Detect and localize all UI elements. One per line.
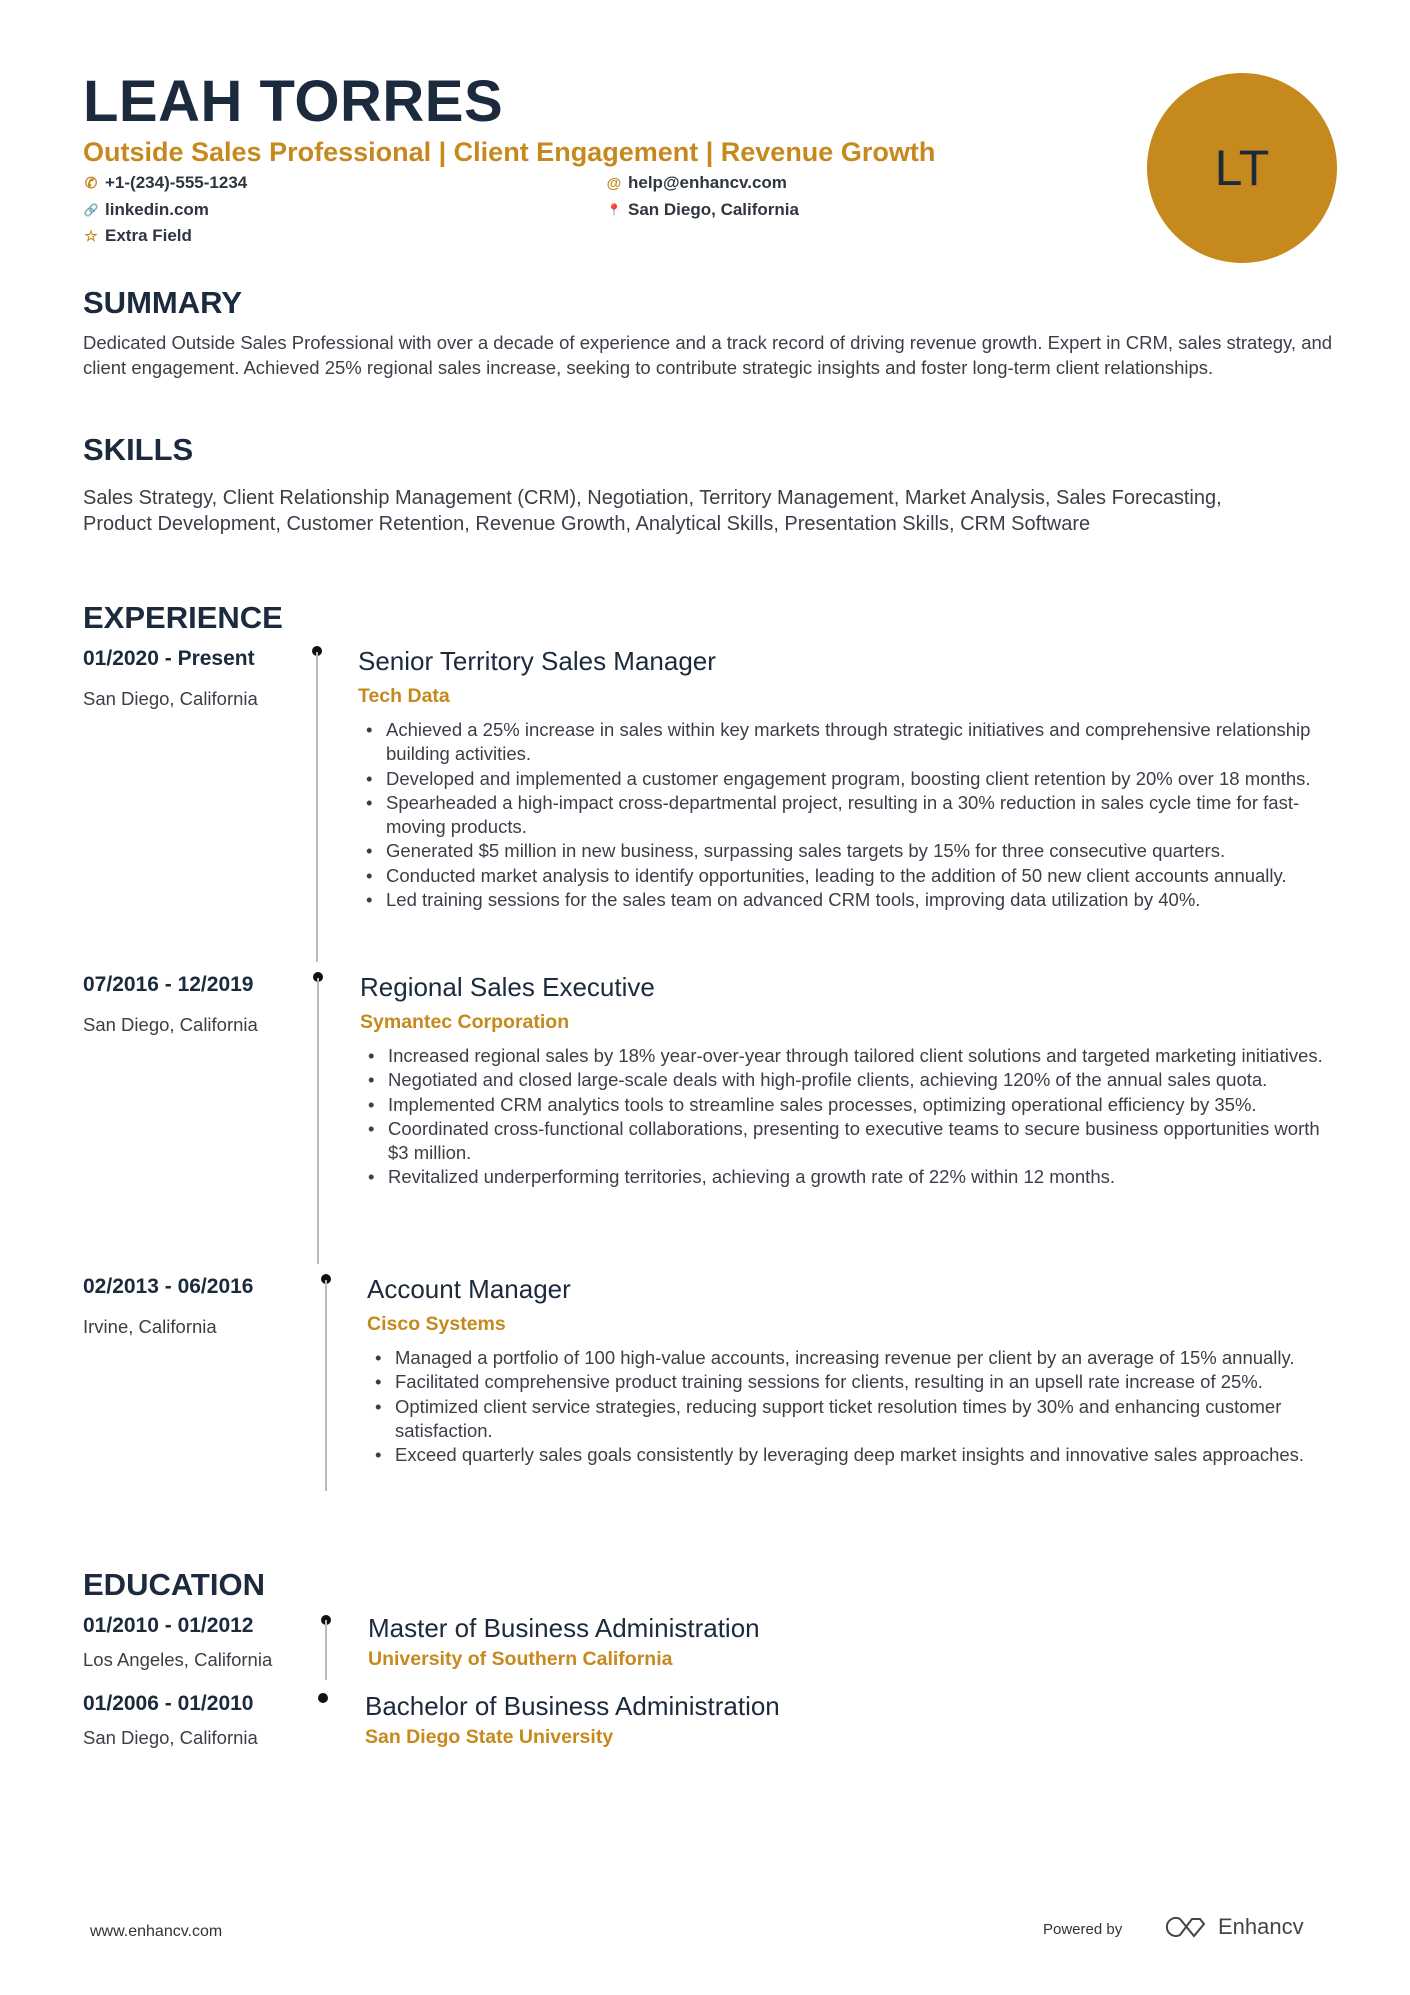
job-dates: 07/2016 - 12/2019 (83, 973, 254, 996)
job-dates: 01/2020 - Present (83, 647, 255, 670)
job-entry (367, 1274, 1335, 1467)
bullet: • Managed a portfolio of 100 high-value accounts, increasing revenue per client by an average of 15% annually. (367, 1346, 1335, 1370)
timeline-line (325, 1620, 327, 1680)
linkedin-text[interactable]: linkedin.com (105, 200, 209, 219)
bullet: • Negotiated and closed large-scale deals with high-profile clients, achieving 120% of the annual sales quota. (360, 1068, 1335, 1092)
edu-entry (368, 1613, 760, 1681)
job-bullets (358, 718, 1333, 912)
bullet: • Increased regional sales by 18% year-over-year through tailored client solutions and targeted marketing initiatives. (360, 1044, 1335, 1068)
contact-linkedin (83, 200, 209, 220)
avatar-initials: LT (1214, 140, 1270, 196)
contact-extra (83, 226, 192, 246)
footer-website[interactable]: www.enhancv.com (90, 1923, 223, 1940)
at-icon: @ (606, 174, 622, 192)
skills-text: Sales Strategy, Client Relationship Management (CRM), Negotiation, Territory Management, Market Analysis, Sales Forecasting, Product Development, Customer Retention, Revenue Growth, Analytical Skills, Presentation Skills, CRM Software (83, 487, 1222, 535)
bullet: • Exceed quarterly sales goals consistently by leveraging deep market insights and innovative sales approaches. (367, 1443, 1335, 1467)
job-company: Tech Data (358, 685, 450, 707)
footer-powered-by: Powered by (1043, 1921, 1123, 1938)
education-heading: EDUCATION (83, 1567, 265, 1602)
location-text: San Diego, California (628, 200, 799, 219)
edu-school: University of Southern California (368, 1648, 673, 1670)
job-location: San Diego, California (83, 1014, 258, 1035)
edu-entry (365, 1691, 780, 1759)
candidate-subtitle: Outside Sales Professional | Client Engagement | Revenue Growth (83, 137, 936, 167)
email-text[interactable]: help@enhancv.com (628, 173, 787, 192)
bullet: • Facilitated comprehensive product training sessions for clients, resulting in an upsell rate increase of 25%. (367, 1370, 1335, 1394)
link-icon: 🔗 (83, 203, 99, 217)
location-pin-icon: 📍 (606, 203, 622, 217)
contact-location (606, 200, 799, 220)
phone-text: +1-(234)-555-1234 (105, 173, 248, 192)
extra-text: Extra Field (105, 226, 192, 245)
job-bullets (360, 1044, 1335, 1190)
job-location: Irvine, California (83, 1316, 217, 1337)
job-title: Account Manager (367, 1274, 571, 1304)
enhancv-logo (1162, 1914, 1304, 1940)
edu-dates: 01/2010 - 01/2012 (83, 1614, 254, 1637)
contact-email (606, 173, 787, 193)
bullet: • Conducted market analysis to identify opportunities, leading to the addition of 50 new client accounts annually. (358, 864, 1333, 888)
timeline-dot (318, 1693, 328, 1703)
bullet: • Developed and implemented a customer engagement program, boosting client retention by 20% over 18 months. (358, 767, 1333, 791)
phone-icon: ✆ (84, 175, 98, 192)
candidate-name: LEAH TORRES (83, 69, 504, 134)
job-title: Regional Sales Executive (360, 972, 655, 1002)
job-company: Symantec Corporation (360, 1011, 570, 1033)
bullet: • Led training sessions for the sales team on advanced CRM tools, improving data utilization by 40%. (358, 888, 1333, 912)
edu-school: San Diego State University (365, 1726, 614, 1748)
bullet: • Achieved a 25% increase in sales within key markets through strategic initiatives and comprehensive relationship building activities. (358, 718, 1333, 767)
edu-location: San Diego, California (83, 1727, 258, 1748)
timeline-line (317, 978, 319, 1264)
job-entry (358, 646, 1333, 912)
edu-dates: 01/2006 - 01/2010 (83, 1692, 254, 1715)
edu-degree: Master of Business Administration (368, 1613, 760, 1643)
edu-degree: Bachelor of Business Administration (365, 1691, 780, 1721)
skills-heading: SKILLS (83, 432, 194, 467)
edu-location: Los Angeles, California (83, 1649, 273, 1670)
timeline-line (316, 652, 318, 962)
contact-phone (83, 173, 247, 193)
job-location: San Diego, California (83, 688, 258, 709)
job-entry (360, 972, 1335, 1190)
job-dates: 02/2013 - 06/2016 (83, 1275, 254, 1298)
job-bullets (367, 1346, 1335, 1467)
job-company: Cisco Systems (367, 1313, 506, 1335)
avatar (1147, 73, 1337, 263)
summary-heading: SUMMARY (83, 285, 243, 320)
bullet: • Revitalized underperforming territories, achieving a growth rate of 22% within 12 months. (360, 1165, 1335, 1189)
bullet: • Implemented CRM analytics tools to streamline sales processes, optimizing operational efficiency by 35%. (360, 1093, 1335, 1117)
enhancv-brand: Enhancv (1218, 1914, 1304, 1939)
timeline-line (325, 1280, 327, 1491)
summary-text: Dedicated Outside Sales Professional with over a decade of experience and a track record of driving revenue growth. Expert in CRM, sales strategy, and client engagement. Achieved 25% regional sales increase, seeking to contribute strategic insights and foster long-term client relationships. (83, 332, 1333, 378)
enhancv-logo-icon (1162, 1914, 1210, 1940)
bullet: • Coordinated cross-functional collaborations, presenting to executive teams to secure business opportunities worth $3 million. (360, 1117, 1335, 1166)
star-icon: ☆ (84, 228, 98, 245)
experience-heading: EXPERIENCE (83, 600, 283, 635)
job-title: Senior Territory Sales Manager (358, 646, 716, 676)
bullet: • Generated $5 million in new business, surpassing sales targets by 15% for three consecutive quarters. (358, 839, 1333, 863)
bullet: • Optimized client service strategies, reducing support ticket resolution times by 30% and enhancing customer satisfaction. (367, 1395, 1335, 1444)
bullet: • Spearheaded a high-impact cross-departmental project, resulting in a 30% reduction in sales cycle time for fast-moving products. (358, 791, 1333, 840)
